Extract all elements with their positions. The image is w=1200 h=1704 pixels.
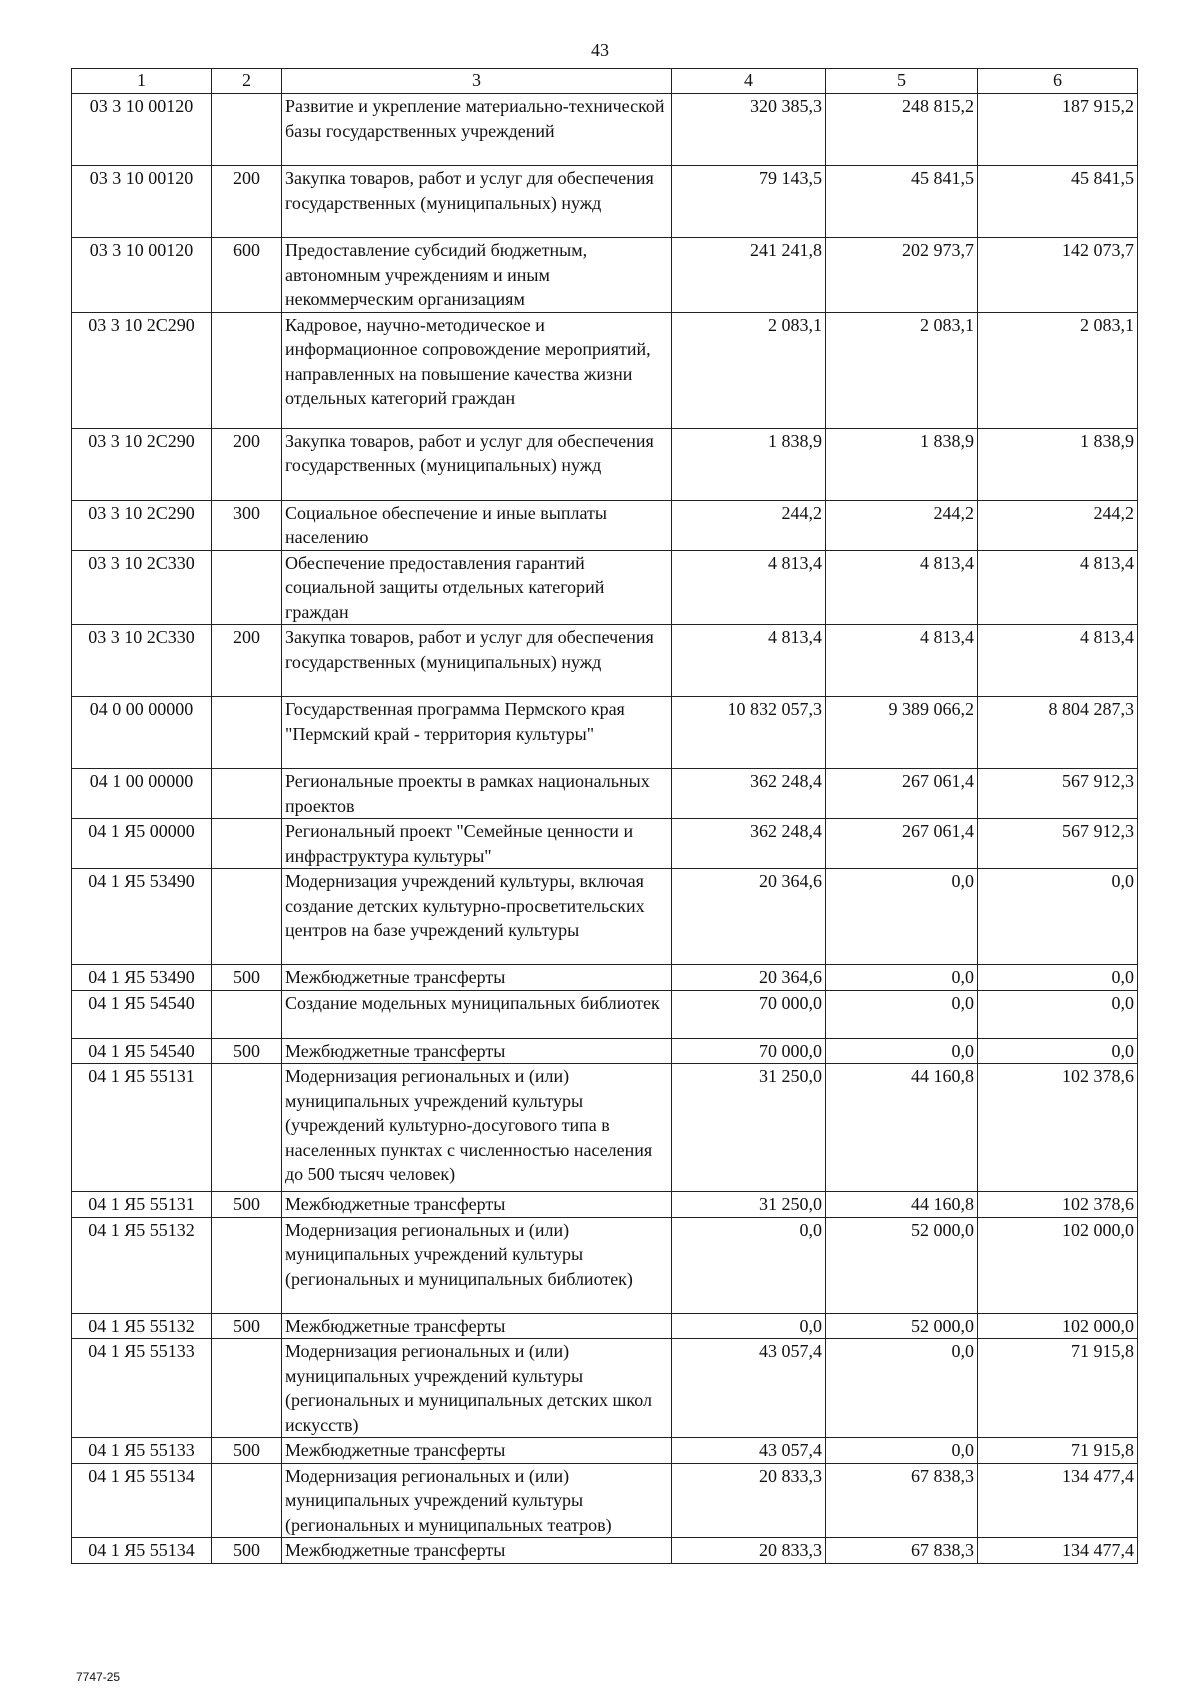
cell-name: Межбюджетные трансферты — [282, 965, 672, 991]
cell-col5: 0,0 — [826, 1038, 978, 1064]
cell-col6: 1 838,9 — [978, 428, 1138, 500]
table-row — [72, 990, 1138, 1038]
cell-name: Региональные проекты в рамках национальных проектов — [282, 769, 672, 819]
cell-code: 03 3 10 00120 — [72, 238, 212, 313]
cell-code: 04 1 Я5 55132 — [72, 1313, 212, 1339]
cell-col4: 241 241,8 — [672, 238, 826, 313]
table-row — [72, 1339, 1138, 1438]
cell-code: 03 3 10 2С330 — [72, 625, 212, 697]
table-row — [72, 697, 1138, 769]
header-col-1: 1 — [72, 69, 212, 94]
cell-name: Модернизация региональных и (или) муниципальных учреждений культуры (учреждений культурно-досугового типа в населенных пунктах с численностью населения до 500 тысяч человек) — [282, 1064, 672, 1192]
cell-col5: 267 061,4 — [826, 769, 978, 819]
cell-name: Закупка товаров, работ и услуг для обеспечения государственных (муниципальных) нужд — [282, 625, 672, 697]
cell-col4: 0,0 — [672, 1313, 826, 1339]
cell-expense-type — [212, 312, 282, 428]
table-row — [72, 625, 1138, 697]
cell-col4: 31 250,0 — [672, 1192, 826, 1218]
cell-code: 04 1 Я5 55133 — [72, 1438, 212, 1464]
cell-expense-type — [212, 697, 282, 769]
cell-col5: 0,0 — [826, 1438, 978, 1464]
cell-col6: 0,0 — [978, 965, 1138, 991]
cell-col5: 0,0 — [826, 869, 978, 965]
cell-name: Создание модельных муниципальных библиотек — [282, 990, 672, 1038]
cell-col4: 70 000,0 — [672, 990, 826, 1038]
cell-name: Модернизация региональных и (или) муниципальных учреждений культуры (региональных и муниципальных библиотек) — [282, 1217, 672, 1313]
cell-name: Государственная программа Пермского края "Пермский край - территория культуры" — [282, 697, 672, 769]
cell-col5: 44 160,8 — [826, 1192, 978, 1218]
cell-col4: 2 083,1 — [672, 312, 826, 428]
cell-col6: 4 813,4 — [978, 550, 1138, 625]
header-col-5: 5 — [826, 69, 978, 94]
cell-name: Региональный проект "Семейные ценности и инфраструктура культуры" — [282, 819, 672, 869]
cell-col6: 244,2 — [978, 500, 1138, 550]
cell-expense-type — [212, 1217, 282, 1313]
table-row — [72, 769, 1138, 819]
cell-col6: 0,0 — [978, 990, 1138, 1038]
header-col-3: 3 — [282, 69, 672, 94]
table-row — [72, 500, 1138, 550]
cell-col6: 71 915,8 — [978, 1438, 1138, 1464]
cell-col4: 20 364,6 — [672, 869, 826, 965]
cell-col4: 4 813,4 — [672, 625, 826, 697]
cell-col5: 4 813,4 — [826, 625, 978, 697]
table-row — [72, 1064, 1138, 1192]
cell-expense-type — [212, 990, 282, 1038]
cell-col4: 70 000,0 — [672, 1038, 826, 1064]
cell-col5: 267 061,4 — [826, 819, 978, 869]
cell-code: 03 3 10 2С290 — [72, 428, 212, 500]
cell-name: Модернизация региональных и (или) муниципальных учреждений культуры (региональных и муниципальных театров) — [282, 1463, 672, 1538]
header-row — [72, 69, 1138, 94]
cell-col4: 0,0 — [672, 1217, 826, 1313]
page-number: 43 — [591, 40, 609, 60]
cell-col4: 31 250,0 — [672, 1064, 826, 1192]
cell-col4: 79 143,5 — [672, 166, 826, 238]
table-row — [72, 428, 1138, 500]
cell-col6: 134 477,4 — [978, 1538, 1138, 1564]
cell-code: 04 1 Я5 54540 — [72, 990, 212, 1038]
table-row — [72, 869, 1138, 965]
table-row — [72, 550, 1138, 625]
cell-expense-type: 500 — [212, 1313, 282, 1339]
document-id: 7747-25 — [76, 1670, 121, 1684]
cell-code: 04 0 00 00000 — [72, 697, 212, 769]
cell-code: 04 1 Я5 55134 — [72, 1538, 212, 1564]
cell-col5: 52 000,0 — [826, 1217, 978, 1313]
table-row — [72, 1463, 1138, 1538]
cell-col6: 2 083,1 — [978, 312, 1138, 428]
cell-col5: 4 813,4 — [826, 550, 978, 625]
cell-name: Социальное обеспечение и иные выплаты населению — [282, 500, 672, 550]
header-col-4: 4 — [672, 69, 826, 94]
cell-name: Кадровое, научно-методическое и информационное сопровождение мероприятий, направленных на повышение качества жизни отдельных категорий граждан — [282, 312, 672, 428]
cell-col6: 134 477,4 — [978, 1463, 1138, 1538]
cell-expense-type — [212, 819, 282, 869]
cell-expense-type — [212, 1339, 282, 1438]
cell-col4: 1 838,9 — [672, 428, 826, 500]
cell-col6: 0,0 — [978, 869, 1138, 965]
table-body — [72, 94, 1138, 1564]
cell-expense-type — [212, 1463, 282, 1538]
table-row — [72, 1192, 1138, 1218]
cell-code: 03 3 10 2С330 — [72, 550, 212, 625]
cell-col5: 2 083,1 — [826, 312, 978, 428]
cell-name: Закупка товаров, работ и услуг для обеспечения государственных (муниципальных) нужд — [282, 428, 672, 500]
cell-col4: 362 248,4 — [672, 769, 826, 819]
table-row — [72, 819, 1138, 869]
cell-col5: 45 841,5 — [826, 166, 978, 238]
cell-name: Межбюджетные трансферты — [282, 1038, 672, 1064]
cell-col5: 52 000,0 — [826, 1313, 978, 1339]
cell-expense-type: 500 — [212, 1538, 282, 1564]
table-row — [72, 965, 1138, 991]
cell-col4: 10 832 057,3 — [672, 697, 826, 769]
cell-code: 04 1 Я5 55131 — [72, 1192, 212, 1218]
cell-code: 04 1 Я5 55133 — [72, 1339, 212, 1438]
cell-expense-type — [212, 550, 282, 625]
cell-name: Развитие и укрепление материально-технической базы государственных учреждений — [282, 94, 672, 166]
cell-name: Закупка товаров, работ и услуг для обеспечения государственных (муниципальных) нужд — [282, 166, 672, 238]
cell-col6: 567 912,3 — [978, 769, 1138, 819]
cell-col4: 43 057,4 — [672, 1438, 826, 1464]
cell-expense-type: 300 — [212, 500, 282, 550]
cell-expense-type: 200 — [212, 166, 282, 238]
cell-col5: 202 973,7 — [826, 238, 978, 313]
cell-expense-type — [212, 1064, 282, 1192]
cell-expense-type: 500 — [212, 1438, 282, 1464]
cell-col6: 102 378,6 — [978, 1064, 1138, 1192]
table-row — [72, 1438, 1138, 1464]
cell-expense-type: 500 — [212, 1192, 282, 1218]
cell-col6: 0,0 — [978, 1038, 1138, 1064]
cell-code: 04 1 Я5 55132 — [72, 1217, 212, 1313]
table-row — [72, 1313, 1138, 1339]
cell-code: 03 3 10 00120 — [72, 166, 212, 238]
cell-col4: 362 248,4 — [672, 819, 826, 869]
cell-code: 04 1 Я5 55134 — [72, 1463, 212, 1538]
cell-col5: 0,0 — [826, 1339, 978, 1438]
cell-col4: 20 833,3 — [672, 1538, 826, 1564]
table-row — [72, 1038, 1138, 1064]
cell-col5: 67 838,3 — [826, 1538, 978, 1564]
cell-col4: 320 385,3 — [672, 94, 826, 166]
cell-col6: 45 841,5 — [978, 166, 1138, 238]
cell-code: 04 1 Я5 54540 — [72, 1038, 212, 1064]
cell-expense-type — [212, 94, 282, 166]
cell-col6: 8 804 287,3 — [978, 697, 1138, 769]
cell-col6: 102 378,6 — [978, 1192, 1138, 1218]
cell-col6: 4 813,4 — [978, 625, 1138, 697]
table-row — [72, 1538, 1138, 1564]
cell-col4: 20 364,6 — [672, 965, 826, 991]
cell-expense-type: 600 — [212, 238, 282, 313]
cell-name: Обеспечение предоставления гарантий социальной защиты отдельных категорий граждан — [282, 550, 672, 625]
cell-col4: 43 057,4 — [672, 1339, 826, 1438]
cell-col6: 567 912,3 — [978, 819, 1138, 869]
cell-expense-type: 500 — [212, 1038, 282, 1064]
table-row — [72, 166, 1138, 238]
cell-expense-type: 200 — [212, 428, 282, 500]
cell-col6: 71 915,8 — [978, 1339, 1138, 1438]
table-row — [72, 1217, 1138, 1313]
budget-table — [71, 68, 1138, 1564]
cell-name: Межбюджетные трансферты — [282, 1192, 672, 1218]
cell-expense-type: 500 — [212, 965, 282, 991]
cell-name: Модернизация региональных и (или) муниципальных учреждений культуры (региональных и муниципальных детских школ искусств) — [282, 1339, 672, 1438]
cell-col5: 67 838,3 — [826, 1463, 978, 1538]
cell-code: 04 1 Я5 55131 — [72, 1064, 212, 1192]
cell-name: Предоставление субсидий бюджетным, автономным учреждениям и иным некоммерческим организациям — [282, 238, 672, 313]
cell-code: 04 1 Я5 53490 — [72, 869, 212, 965]
cell-code: 04 1 00 00000 — [72, 769, 212, 819]
cell-col4: 4 813,4 — [672, 550, 826, 625]
cell-col6: 142 073,7 — [978, 238, 1138, 313]
cell-code: 03 3 10 00120 — [72, 94, 212, 166]
header-col-2: 2 — [212, 69, 282, 94]
cell-name: Межбюджетные трансферты — [282, 1313, 672, 1339]
cell-expense-type — [212, 769, 282, 819]
cell-col5: 9 389 066,2 — [826, 697, 978, 769]
cell-col5: 1 838,9 — [826, 428, 978, 500]
cell-code: 04 1 Я5 53490 — [72, 965, 212, 991]
table-row — [72, 238, 1138, 313]
cell-name: Модернизация учреждений культуры, включая создание детских культурно-просветительских центров на базе учреждений культуры — [282, 869, 672, 965]
cell-col6: 187 915,2 — [978, 94, 1138, 166]
cell-col5: 0,0 — [826, 990, 978, 1038]
cell-code: 04 1 Я5 00000 — [72, 819, 212, 869]
cell-col4: 244,2 — [672, 500, 826, 550]
cell-name: Межбюджетные трансферты — [282, 1438, 672, 1464]
cell-col4: 20 833,3 — [672, 1463, 826, 1538]
table-row — [72, 312, 1138, 428]
header-col-6: 6 — [978, 69, 1138, 94]
table-row — [72, 94, 1138, 166]
cell-col6: 102 000,0 — [978, 1217, 1138, 1313]
cell-expense-type: 200 — [212, 625, 282, 697]
cell-col6: 102 000,0 — [978, 1313, 1138, 1339]
cell-col5: 244,2 — [826, 500, 978, 550]
cell-name: Межбюджетные трансферты — [282, 1538, 672, 1564]
cell-code: 03 3 10 2С290 — [72, 500, 212, 550]
cell-col5: 248 815,2 — [826, 94, 978, 166]
cell-expense-type — [212, 869, 282, 965]
cell-col5: 44 160,8 — [826, 1064, 978, 1192]
cell-col5: 0,0 — [826, 965, 978, 991]
cell-code: 03 3 10 2С290 — [72, 312, 212, 428]
